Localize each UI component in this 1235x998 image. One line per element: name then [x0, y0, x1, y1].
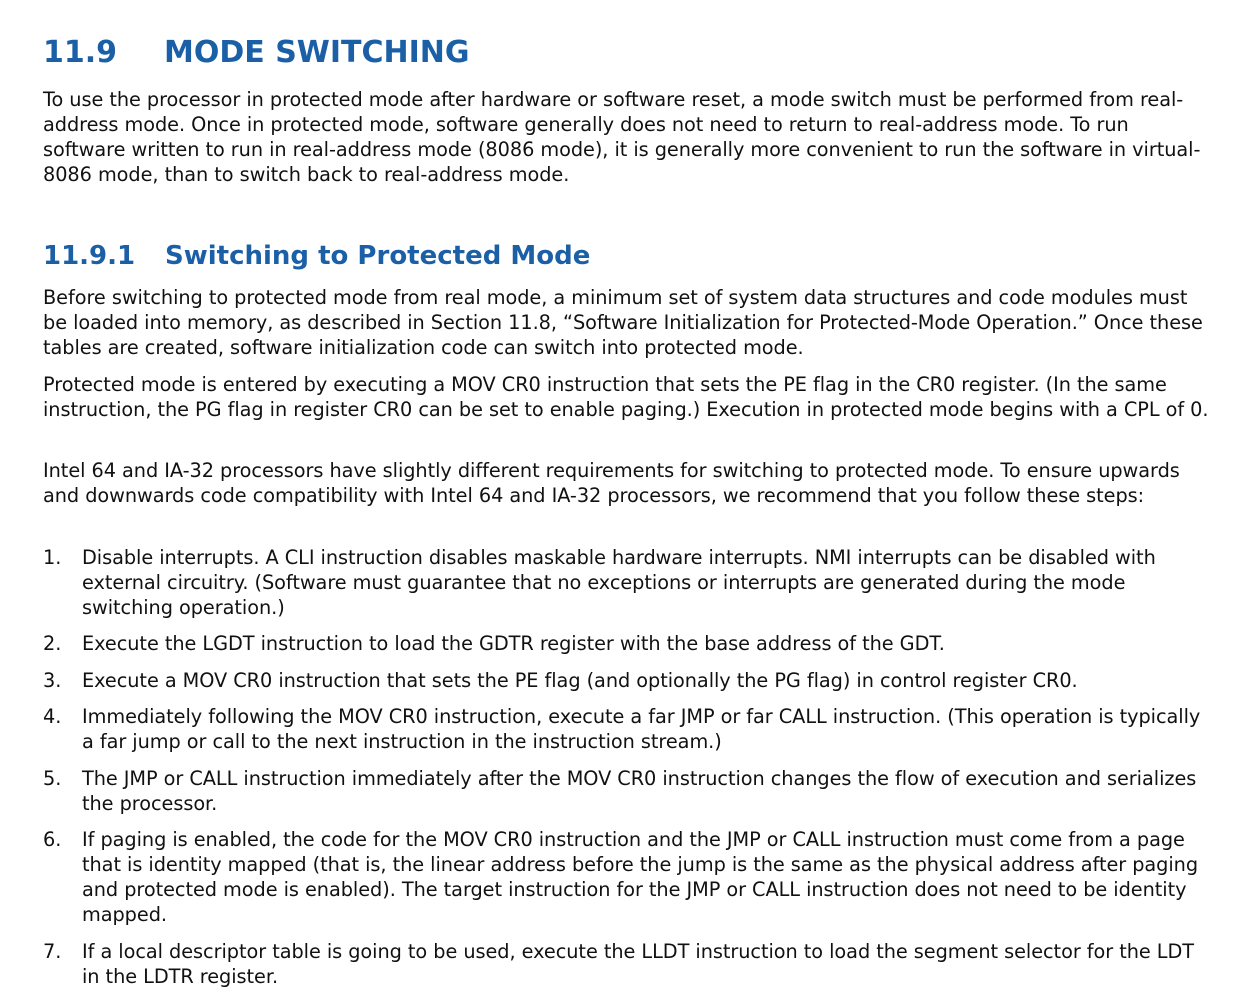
step-text: If paging is enabled, the code for the MOV CR0 instruction and the JMP or CALL instruction must come from a page that is identity mapped (that is, the linear address before the jump is the same as the physical address after paging and protected mode is enabled). The target instruction for the JMP or CALL instruction does not need to be identity mapped. [82, 828, 1199, 926]
list-item-step-1 [43, 545, 1213, 620]
step-number: 1. [43, 546, 62, 569]
list-item-step-7 [43, 939, 1213, 989]
section-number: 11.9 [43, 35, 118, 70]
paragraph-prerequisites: Before switching to protected mode from real mode, a minimum set of system data structures and code modules must be loaded into memory, as described in Section 11.8, “Software Initialization for Protected-Mode Operation.” Once these tables are created, software initialization code can switch into protected mode. [43, 286, 1203, 359]
list-item-step-3 [43, 668, 1213, 693]
step-text: Execute a MOV CR0 instruction that sets the PE flag (and optionally the PG flag) in control register CR0. [82, 669, 1078, 692]
step-number: 5. [43, 767, 62, 790]
step-number: 4. [43, 705, 62, 728]
step-text: Disable interrupts. A CLI instruction disables maskable hardware interrupts. NMI interrupts can be disabled with external circuitry. (Software must guarantee that no exceptions or interrupts are generated during the mode switching operation.) [82, 546, 1156, 619]
section-intro-paragraph: To use the processor in protected mode after hardware or software reset, a mode switch must be performed from real-address mode. Once in protected mode, software generally does not need to return to real-address mode. To run software written to run in real-address mode (8086 mode), it is generally more convenient to run the software in virtual-8086 mode, than to switch back to real-address mode. [43, 88, 1201, 186]
step-number: 6. [43, 828, 62, 851]
subsection-title: Switching to Protected Mode [165, 241, 591, 271]
list-item-step-4 [43, 704, 1213, 754]
list-item-step-6 [43, 827, 1213, 927]
subsection-heading [43, 238, 590, 274]
step-text: If a local descriptor table is going to be used, execute the LLDT instruction to load the segment selector for the LDT in the LDTR register. [82, 940, 1194, 988]
section-heading [43, 33, 470, 73]
step-number: 2. [43, 632, 62, 655]
paragraph-recommended-steps: Intel 64 and IA-32 processors have slightly different requirements for switching to protected mode. To ensure upwards and downwards code compatibility with Intel 64 and IA-32 processors, we recommend that you follow these steps: [43, 459, 1180, 507]
subsection-number: 11.9.1 [43, 241, 136, 271]
step-text: Immediately following the MOV CR0 instruction, execute a far JMP or far CALL instruction. (This operation is typically a far jump or call to the next instruction in the instruction stream.) [82, 705, 1201, 753]
list-item-step-2 [43, 631, 1213, 656]
paragraph-entering-protected-mode: Protected mode is entered by executing a MOV CR0 instruction that sets the PE flag in the CR0 register. (In the same instruction, the PG flag in register CR0 can be set to enable paging.) Execution in protected mode begins with a CPL of 0. [43, 373, 1209, 421]
section-title: MODE SWITCHING [164, 35, 470, 70]
step-text: Execute the LGDT instruction to load the GDTR register with the base address of the GDT. [82, 632, 945, 655]
list-item-step-5 [43, 766, 1213, 816]
step-text: The JMP or CALL instruction immediately after the MOV CR0 instruction changes the flow of execution and serializes the processor. [82, 767, 1197, 815]
step-number: 7. [43, 940, 62, 963]
step-number: 3. [43, 669, 62, 692]
